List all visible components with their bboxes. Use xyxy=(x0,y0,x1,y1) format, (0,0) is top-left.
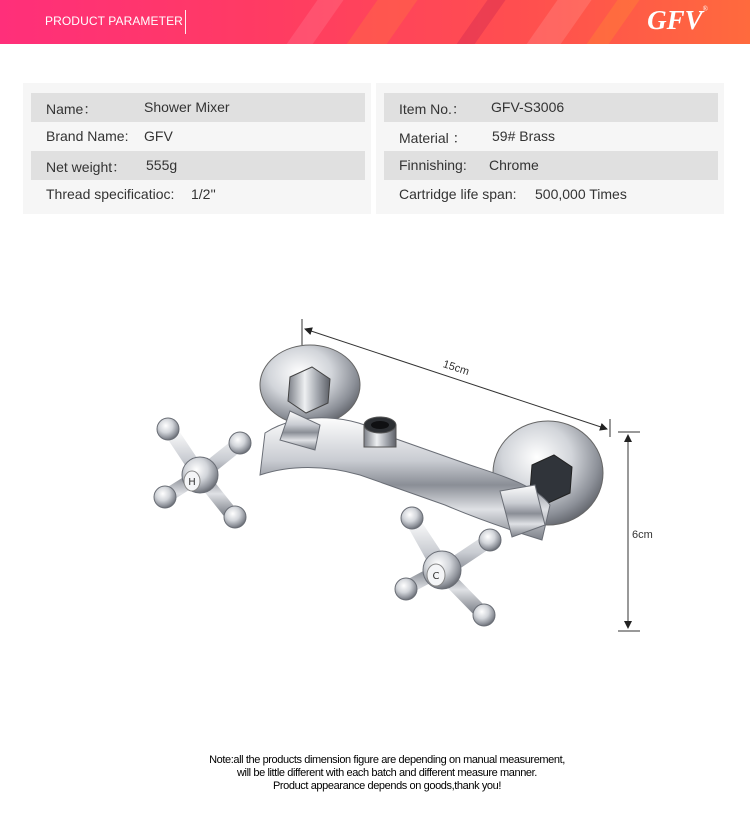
note-line: will be little different with each batch and different measure manner. xyxy=(237,767,537,779)
spec-label: Brand Name: xyxy=(46,128,129,144)
spec-table-right xyxy=(376,83,724,214)
left-wall-flange xyxy=(260,345,360,425)
spec-value: 555g xyxy=(146,157,178,173)
brand-logo: GFV® xyxy=(647,5,708,35)
spec-value: 59# Brass xyxy=(492,128,556,144)
note-line: Note:all the products dimension figure are depending on manual measurement, xyxy=(209,754,565,766)
spec-value: GFV xyxy=(144,128,173,144)
width-label: 15cm xyxy=(441,358,471,379)
spec-row-cartridge xyxy=(384,180,718,209)
title-divider xyxy=(185,10,186,34)
spec-row-finish xyxy=(384,151,718,180)
outlet-connector xyxy=(364,417,396,447)
banner-stripe xyxy=(268,0,357,44)
spec-label: Item No.： xyxy=(399,101,466,117)
spec-value: 1/2'' xyxy=(191,186,216,202)
spec-label: Cartridge life span: xyxy=(399,186,517,202)
spec-row-material xyxy=(384,122,718,151)
spec-label: Material ： xyxy=(399,130,467,146)
spec-value: 500,000 Times xyxy=(535,186,627,202)
spec-label: Finnishing: xyxy=(399,157,467,173)
height-dimension xyxy=(618,432,653,631)
spec-row-thread xyxy=(31,180,365,209)
banner-stripe xyxy=(328,0,431,44)
product-image xyxy=(140,315,660,645)
page-title: PRODUCT PARAMETER xyxy=(45,14,183,28)
banner-stripe xyxy=(438,0,519,44)
spec-row-brand xyxy=(31,122,365,151)
spec-label: Thread specificatioc: xyxy=(46,186,175,202)
header-banner xyxy=(0,0,750,44)
height-label: 6cm xyxy=(632,529,653,541)
spec-label: Net weight： xyxy=(46,159,127,175)
cold-mark: C xyxy=(432,571,440,582)
spec-label: Name： xyxy=(46,101,98,117)
measurement-note xyxy=(150,754,624,793)
hot-handle xyxy=(154,418,251,528)
spec-value: Shower Mixer xyxy=(144,99,230,115)
hot-mark: H xyxy=(188,477,196,488)
cold-handle xyxy=(395,507,501,626)
spec-table-left xyxy=(23,83,371,214)
spec-value: GFV-S3006 xyxy=(491,99,565,115)
note-line: Product appearance depends on goods,thank you! xyxy=(272,780,502,792)
spec-row-name xyxy=(31,93,365,122)
spec-row-weight xyxy=(31,151,365,180)
spec-row-item-no xyxy=(384,93,718,122)
spec-value: Chrome xyxy=(489,157,539,173)
